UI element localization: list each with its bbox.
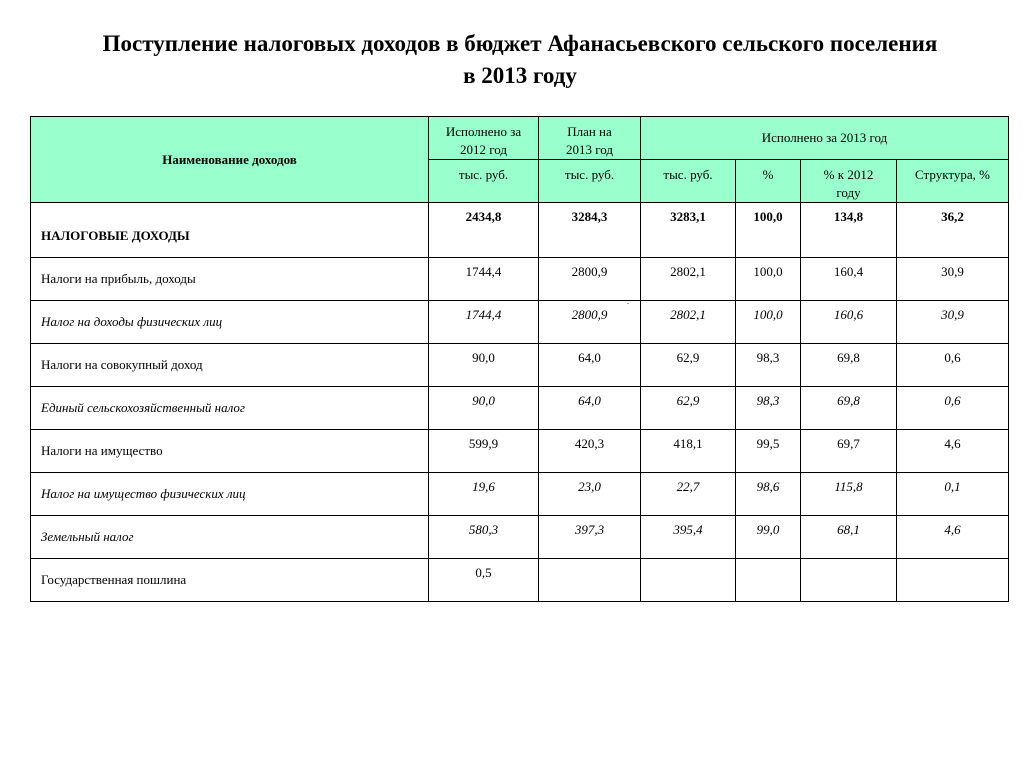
row-name: Налоги на совокупный доход bbox=[31, 344, 429, 387]
row-name: Единый сельскохозяйственный налог bbox=[31, 387, 429, 430]
cell-fact: 22,7 bbox=[641, 473, 736, 516]
title-line-2: в 2013 году bbox=[463, 63, 577, 88]
cell-percent-2012: 134,8 bbox=[801, 203, 897, 258]
cell-structure: 0,1 bbox=[897, 473, 1009, 516]
table-row bbox=[31, 301, 1009, 344]
row-name: Налог на доходы физических лиц bbox=[31, 301, 429, 344]
table-row bbox=[31, 258, 1009, 301]
cell-structure: 0,6 bbox=[897, 387, 1009, 430]
cell-structure: 30,9 bbox=[897, 301, 1009, 344]
subheader-percent-2012: % к 2012 году bbox=[801, 160, 897, 203]
page-title bbox=[40, 28, 1000, 92]
table-row bbox=[31, 516, 1009, 559]
cell-percent-2012 bbox=[801, 559, 897, 602]
cell-fact: 395,4 bbox=[641, 516, 736, 559]
subheader-percent: % bbox=[736, 160, 801, 203]
cell-plan: 64,0 bbox=[539, 344, 641, 387]
row-name: Налог на имущество физических лиц bbox=[31, 473, 429, 516]
cell-percent: 98,3 bbox=[736, 387, 801, 430]
cell-plan: 397,3 bbox=[539, 516, 641, 559]
cell-2012: 580,3 bbox=[429, 516, 539, 559]
row-name: Налоги на имущество bbox=[31, 430, 429, 473]
cell-2012: 90,0 bbox=[429, 344, 539, 387]
table-row bbox=[31, 387, 1009, 430]
table-row bbox=[31, 430, 1009, 473]
cell-2012: 2434,8 bbox=[429, 203, 539, 258]
header-executed-2013: Исполнено за 2013 год bbox=[641, 117, 1009, 160]
row-name: Государственная пошлина bbox=[31, 559, 429, 602]
table-row bbox=[31, 473, 1009, 516]
cell-percent-2012: 69,7 bbox=[801, 430, 897, 473]
subheader-thous-rub-2012: тыс. руб. bbox=[429, 160, 539, 203]
cell-fact bbox=[641, 559, 736, 602]
cell-percent: 100,0 bbox=[736, 203, 801, 258]
cell-percent: 98,3 bbox=[736, 344, 801, 387]
cell-percent: 100,0 bbox=[736, 301, 801, 344]
cell-plan: 23,0 bbox=[539, 473, 641, 516]
cell-structure: 30,9 bbox=[897, 258, 1009, 301]
cell-percent bbox=[736, 559, 801, 602]
row-name: НАЛОГОВЫЕ ДОХОДЫ bbox=[31, 203, 429, 258]
cell-fact: 2802,1 bbox=[641, 258, 736, 301]
cell-plan: 64,0 bbox=[539, 387, 641, 430]
cell-percent-2012: 69,8 bbox=[801, 387, 897, 430]
subheader-structure: Структура, % bbox=[897, 160, 1009, 203]
stray-dot: . bbox=[627, 297, 629, 306]
cell-fact: 62,9 bbox=[641, 387, 736, 430]
table-row bbox=[31, 344, 1009, 387]
cell-percent-2012: 160,4 bbox=[801, 258, 897, 301]
row-name: Налоги на прибыль, доходы bbox=[31, 258, 429, 301]
cell-plan: 2800,9 bbox=[539, 301, 641, 344]
table-row bbox=[31, 203, 1009, 258]
cell-plan: 420,3 bbox=[539, 430, 641, 473]
cell-fact: 418,1 bbox=[641, 430, 736, 473]
cell-percent: 98,6 bbox=[736, 473, 801, 516]
cell-structure: 4,6 bbox=[897, 430, 1009, 473]
cell-2012: 1744,4 bbox=[429, 258, 539, 301]
cell-structure bbox=[897, 559, 1009, 602]
subheader-thous-rub-plan: тыс. руб. bbox=[539, 160, 641, 203]
cell-percent-2012: 160,6 bbox=[801, 301, 897, 344]
cell-plan: 3284,3 bbox=[539, 203, 641, 258]
tax-revenue-table bbox=[30, 116, 1009, 602]
cell-structure: 4,6 bbox=[897, 516, 1009, 559]
cell-2012: 19,6 bbox=[429, 473, 539, 516]
cell-structure: 0,6 bbox=[897, 344, 1009, 387]
cell-percent: 100,0 bbox=[736, 258, 801, 301]
cell-percent-2012: 115,8 bbox=[801, 473, 897, 516]
cell-percent-2012: 69,8 bbox=[801, 344, 897, 387]
title-line-1: Поступление налоговых доходов в бюджет Афанасьевского сельского поселения bbox=[102, 31, 938, 56]
header-income-name: Наименование доходов bbox=[31, 117, 429, 203]
row-name: Земельный налог bbox=[31, 516, 429, 559]
cell-structure: 36,2 bbox=[897, 203, 1009, 258]
cell-percent: 99,0 bbox=[736, 516, 801, 559]
subheader-thous-rub-fact: тыс. руб. bbox=[641, 160, 736, 203]
header-plan-2013: План на 2013 год bbox=[539, 117, 641, 160]
table-row bbox=[31, 559, 1009, 602]
cell-percent: 99,5 bbox=[736, 430, 801, 473]
header-executed-2012: Исполнено за 2012 год bbox=[429, 117, 539, 160]
cell-2012: 0,5 bbox=[429, 559, 539, 602]
cell-fact: 62,9 bbox=[641, 344, 736, 387]
cell-percent-2012: 68,1 bbox=[801, 516, 897, 559]
cell-2012: 1744,4 bbox=[429, 301, 539, 344]
cell-fact: 3283,1 bbox=[641, 203, 736, 258]
cell-plan bbox=[539, 559, 641, 602]
cell-plan: 2800,9 bbox=[539, 258, 641, 301]
cell-2012: 599,9 bbox=[429, 430, 539, 473]
cell-fact: 2802,1 bbox=[641, 301, 736, 344]
cell-2012: 90,0 bbox=[429, 387, 539, 430]
